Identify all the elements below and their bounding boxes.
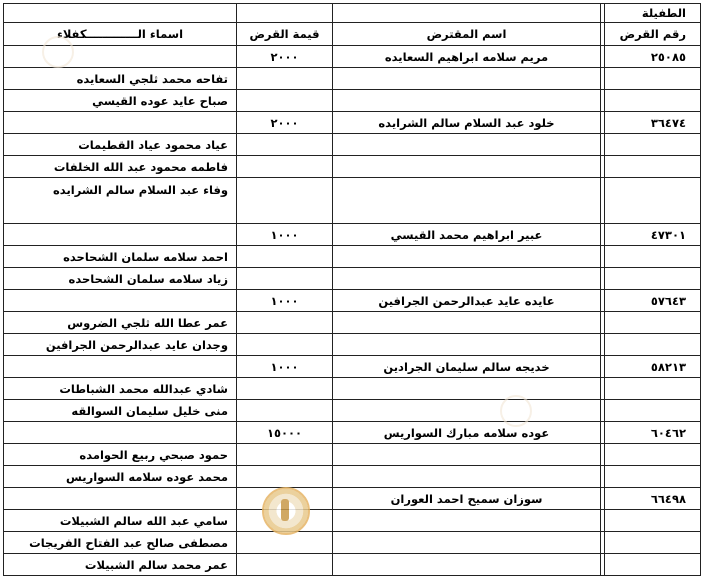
guarantor-name: شادي عبدالله محمد الشباطات [4,378,237,400]
watermark-icon [42,36,74,68]
loan-number-header: رقم القرض [605,23,701,46]
loan-number: ٦٦٤٩٨ [605,488,701,510]
loan-row [4,224,701,246]
watermark-icon [500,395,532,427]
guarantor-row [4,68,701,90]
loan-row [4,422,701,444]
guarantor-row [4,312,701,334]
guarantor-row [4,510,701,532]
seal-icon [262,487,310,535]
borrower-name: عوده سلامه مبارك السواريس [333,422,601,444]
guarantor-name: تفاحه محمد ثلجي السعايده [4,68,237,90]
guarantor-row [4,246,701,268]
borrower-name: عبير ابراهيم محمد القيسي [333,224,601,246]
guarantor-row [4,268,701,290]
guarantor-name: مصطفى صالح عبد الفتاح الفريجات [4,532,237,554]
guarantor-name: عمر عطا الله ثلجي الضروس [4,312,237,334]
guarantor-row [4,400,701,422]
borrower-name: خديجه سالم سليمان الجرادين [333,356,601,378]
guarantor-name: احمد سلامه سلمان الشحاحده [4,246,237,268]
loan-number: ٣٦٤٧٤ [605,112,701,134]
guarantor-row [4,178,701,224]
borrower-name: خلود عبد السلام سالم الشرايده [333,112,601,134]
loan-value: ٢٠٠٠ [237,112,333,134]
guarantor-name: وفاء عبد السلام سالم الشرايده [4,178,237,224]
loan-row [4,356,701,378]
guarantor-row [4,90,701,112]
loan-number: ٤٧٣٠١ [605,224,701,246]
loan-value: ١٠٠٠ [237,224,333,246]
loan-row [4,290,701,312]
category-header: الطفيلة [605,4,701,23]
loan-number: ٥٧٦٤٣ [605,290,701,312]
borrower-name: عايده عايد عبدالرحمن الجرافين [333,290,601,312]
loan-value: ١٥٠٠٠ [237,422,333,444]
guarantor-row [4,466,701,488]
guarantor-name: وجدان عايد عبدالرحمن الجرافين [4,334,237,356]
loan-row [4,112,701,134]
loan-row [4,488,701,510]
loan-row [4,46,701,68]
guarantor-row [4,532,701,554]
guarantor-row [4,334,701,356]
loan-number: ٥٨٢١٣ [605,356,701,378]
guarantor-name: حمود صبحي ربيع الحوامده [4,444,237,466]
guarantor-row [4,134,701,156]
loan-value: ١٠٠٠ [237,356,333,378]
loan-number: ٦٠٤٦٢ [605,422,701,444]
loan-value: ٢٠٠٠ [237,46,333,68]
guarantor-name: منى خليل سليمان السوالقه [4,400,237,422]
guarantor-name: عياد محمود عياد القطيمات [4,134,237,156]
guarantor-row [4,444,701,466]
header-row [4,23,701,46]
guarantor-row [4,156,701,178]
borrower-name: سوزان سميح احمد العوران [333,488,601,510]
guarantor-name: زياد سلامه سلمان الشحاحده [4,268,237,290]
header-row-top [4,4,701,23]
guarantor-row [4,554,701,576]
guarantor-name: عمر محمد سالم الشبيلات [4,554,237,576]
guarantor-row [4,378,701,400]
guarantor-name: محمد عوده سلامه السواريس [4,466,237,488]
guarantor-name: صباح عايد عوده القيسي [4,90,237,112]
guarantor-name: فاطمه محمود عبد الله الخلفات [4,156,237,178]
borrower-name-header: اسم المقترض [333,23,601,46]
loans-table [3,3,701,576]
guarantor-name: سامي عبد الله سالم الشبيلات [4,510,237,532]
loan-number: ٢٥٠٨٥ [605,46,701,68]
borrower-name: مريم سلامه ابراهيم السعايده [333,46,601,68]
loan-value: ١٠٠٠ [237,290,333,312]
guarantors-header: اسماء الـــــــــــــكفلاء [4,23,237,46]
loan-value-header: قيمة القرض [237,23,333,46]
